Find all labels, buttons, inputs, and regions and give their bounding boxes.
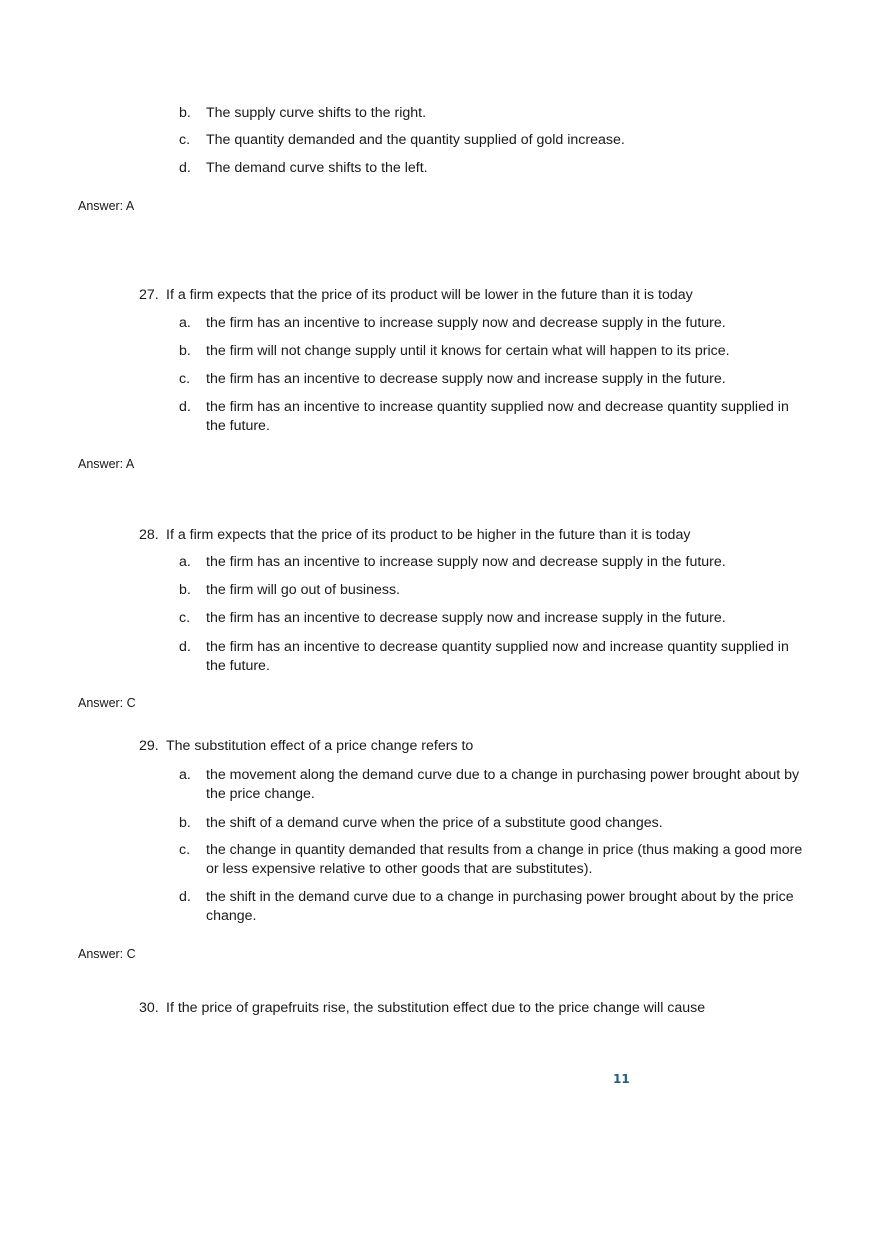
option-text: the firm has an incentive to decrease supply now and increase supply in the future.: [206, 371, 726, 387]
question-number: 29.: [139, 738, 159, 754]
option-text: the firm has an incentive to increase quantity supplied now and decrease quantity supplied in the future.: [206, 399, 789, 434]
option-item: [179, 159, 809, 178]
option-item: [179, 131, 809, 150]
option-letter: b.: [179, 105, 191, 121]
option-letter: d.: [179, 160, 191, 176]
question-30: [139, 999, 819, 1018]
option-item: [179, 370, 809, 389]
option-text: the firm has an incentive to increase supply now and decrease supply in the future.: [206, 315, 726, 331]
option-text: the movement along the demand curve due to a change in purchasing power brought about by the price change.: [206, 767, 800, 802]
option-text: the firm will go out of business.: [206, 582, 400, 598]
option-letter: a.: [179, 315, 191, 331]
option-text: The supply curve shifts to the right.: [206, 105, 427, 121]
answer-label: Answer: C: [78, 947, 136, 961]
option-letter: c.: [179, 610, 191, 626]
question-28: [139, 526, 819, 545]
option-item: [179, 638, 809, 676]
option-letter: c.: [179, 132, 191, 148]
option-item: [179, 814, 809, 833]
question-27: [139, 286, 819, 305]
question-text: If the price of grapefruits rise, the substitution effect due to the price change will cause: [166, 1000, 706, 1016]
question-number: 27.: [139, 287, 159, 303]
option-item: [179, 841, 809, 879]
page-number: 11: [613, 1072, 630, 1086]
option-text: the firm has an incentive to decrease quantity supplied now and increase quantity supplied in the future.: [206, 639, 789, 674]
option-text: The demand curve shifts to the left.: [206, 160, 428, 176]
option-letter: d.: [179, 399, 191, 415]
option-text: the firm will not change supply until it knows for certain what will happen to its price.: [206, 343, 730, 359]
option-letter: c.: [179, 371, 191, 387]
question-text: The substitution effect of a price change refers to: [166, 738, 474, 754]
option-letter: b.: [179, 343, 191, 359]
option-text: The quantity demanded and the quantity supplied of gold increase.: [206, 132, 625, 148]
option-item: [179, 766, 809, 804]
option-text: the firm has an incentive to decrease supply now and increase supply in the future.: [206, 610, 726, 626]
answer-label: Answer: C: [78, 696, 136, 710]
option-letter: c.: [179, 842, 191, 858]
option-letter: a.: [179, 554, 191, 570]
question-29: [139, 737, 819, 756]
option-letter: d.: [179, 889, 191, 905]
option-letter: a.: [179, 767, 191, 783]
option-item: [179, 314, 809, 333]
answer-label: Answer: A: [78, 199, 135, 213]
option-text: the firm has an incentive to increase supply now and decrease supply in the future.: [206, 554, 726, 570]
question-number: 28.: [139, 527, 159, 543]
option-item: [179, 553, 809, 572]
answer-label: Answer: A: [78, 457, 135, 471]
option-letter: b.: [179, 815, 191, 831]
option-text: the shift in the demand curve due to a change in purchasing power brought about by the price change.: [206, 889, 794, 924]
option-item: [179, 888, 809, 926]
question-number: 30.: [139, 1000, 159, 1016]
option-item: [179, 609, 809, 628]
option-item: [179, 581, 809, 600]
option-text: the shift of a demand curve when the price of a substitute good changes.: [206, 815, 663, 831]
option-text: the change in quantity demanded that results from a change in price (thus making a good more or less expensive relative to other goods that are substitutes).: [206, 842, 803, 877]
option-item: [179, 104, 809, 123]
option-letter: d.: [179, 639, 191, 655]
question-text: If a firm expects that the price of its product to be higher in the future than it is today: [166, 527, 691, 543]
question-text: If a firm expects that the price of its product will be lower in the future than it is today: [166, 287, 693, 303]
option-item: [179, 398, 809, 436]
option-item: [179, 342, 809, 361]
option-letter: b.: [179, 582, 191, 598]
